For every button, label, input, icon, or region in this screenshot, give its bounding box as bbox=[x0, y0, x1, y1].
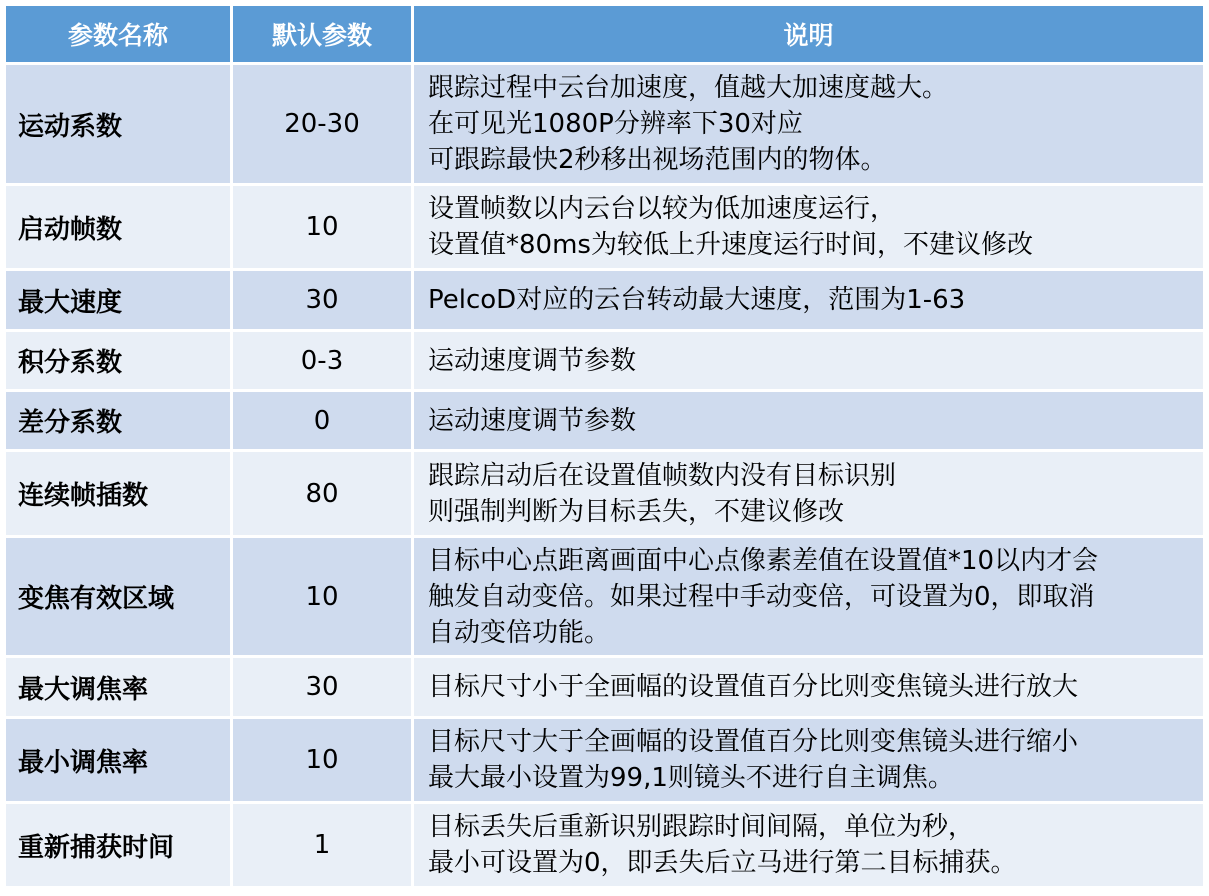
description-line: PelcoD对应的云台转动最大速度，范围为1-63 bbox=[428, 285, 966, 315]
param-name: 最小调焦率 bbox=[5, 718, 232, 803]
param-default: 10 bbox=[232, 185, 413, 270]
header-default-value: 默认参数 bbox=[232, 5, 413, 64]
description-line: 触发自动变倍。如果过程中手动变倍，可设置为0，即取消 bbox=[428, 581, 1095, 612]
param-name: 积分系数 bbox=[5, 331, 232, 391]
param-description bbox=[413, 64, 1205, 185]
description-line: 可跟踪最快2秒移出视场范围内的物体。 bbox=[428, 145, 887, 175]
table-row bbox=[5, 185, 1205, 270]
param-name: 最大调焦率 bbox=[5, 657, 232, 718]
param-name: 变焦有效区域 bbox=[5, 537, 232, 657]
table-row bbox=[5, 718, 1205, 803]
param-default: 20-30 bbox=[232, 64, 413, 185]
parameter-table bbox=[3, 3, 1206, 889]
description-line: 最小可设置为0，即丢失后立马进行第二目标捕获。 bbox=[428, 848, 1017, 878]
table-row bbox=[5, 537, 1205, 657]
description-line: 自动变倍功能。 bbox=[428, 617, 611, 648]
table-row bbox=[5, 64, 1205, 185]
param-name: 重新捕获时间 bbox=[5, 803, 232, 888]
parameter-table-wrapper bbox=[3, 3, 1206, 889]
description-line: 最大最小设置为99,1则镜头不进行自主调焦。 bbox=[428, 763, 954, 793]
description-line: 设置值*80ms为较低上升速度运行时间，不建议修改 bbox=[428, 230, 1033, 260]
param-name: 连续帧插数 bbox=[5, 451, 232, 537]
param-description bbox=[413, 451, 1205, 537]
param-description bbox=[413, 270, 1205, 331]
description-line: 运动速度调节参数 bbox=[428, 345, 637, 376]
description-line: 则强制判断为目标丢失，不建议修改 bbox=[428, 496, 845, 527]
param-name: 运动系数 bbox=[5, 64, 232, 185]
param-description bbox=[413, 718, 1205, 803]
description-line: 跟踪过程中云台加速度，值越大加速度越大。 bbox=[428, 73, 949, 103]
table-header-row bbox=[5, 5, 1205, 64]
param-name: 最大速度 bbox=[5, 270, 232, 331]
param-default: 10 bbox=[232, 537, 413, 657]
description-line: 目标中心点距离画面中心点像素差值在设置值*10以内才会 bbox=[428, 545, 1099, 576]
description-line: 目标丢失后重新识别跟踪时间间隔，单位为秒， bbox=[428, 812, 975, 842]
table-row bbox=[5, 803, 1205, 888]
param-description bbox=[413, 331, 1205, 391]
param-default: 0 bbox=[232, 391, 413, 451]
header-description: 说明 bbox=[413, 5, 1205, 64]
param-description bbox=[413, 391, 1205, 451]
param-description bbox=[413, 803, 1205, 888]
description-line: 目标尺寸小于全画幅的设置值百分比则变焦镜头进行放大 bbox=[428, 672, 1079, 702]
param-description bbox=[413, 657, 1205, 718]
description-line: 运动速度调节参数 bbox=[428, 405, 637, 436]
param-default: 30 bbox=[232, 657, 413, 718]
description-line: 设置帧数以内云台以较为低加速度运行， bbox=[428, 194, 897, 224]
param-name: 启动帧数 bbox=[5, 185, 232, 270]
description-line: 目标尺寸大于全画幅的设置值百分比则变焦镜头进行缩小 bbox=[428, 727, 1079, 757]
param-description bbox=[413, 537, 1205, 657]
table-row bbox=[5, 331, 1205, 391]
description-line: 在可见光1080P分辨率下30对应 bbox=[428, 109, 803, 139]
table-row bbox=[5, 657, 1205, 718]
header-param-name: 参数名称 bbox=[5, 5, 232, 64]
param-default: 1 bbox=[232, 803, 413, 888]
table-row bbox=[5, 391, 1205, 451]
table-row bbox=[5, 270, 1205, 331]
param-default: 30 bbox=[232, 270, 413, 331]
table-row bbox=[5, 451, 1205, 537]
param-default: 80 bbox=[232, 451, 413, 537]
description-line: 跟踪启动后在设置值帧数内没有目标识别 bbox=[428, 460, 897, 491]
param-description bbox=[413, 185, 1205, 270]
param-default: 10 bbox=[232, 718, 413, 803]
param-name: 差分系数 bbox=[5, 391, 232, 451]
param-default: 0-3 bbox=[232, 331, 413, 391]
